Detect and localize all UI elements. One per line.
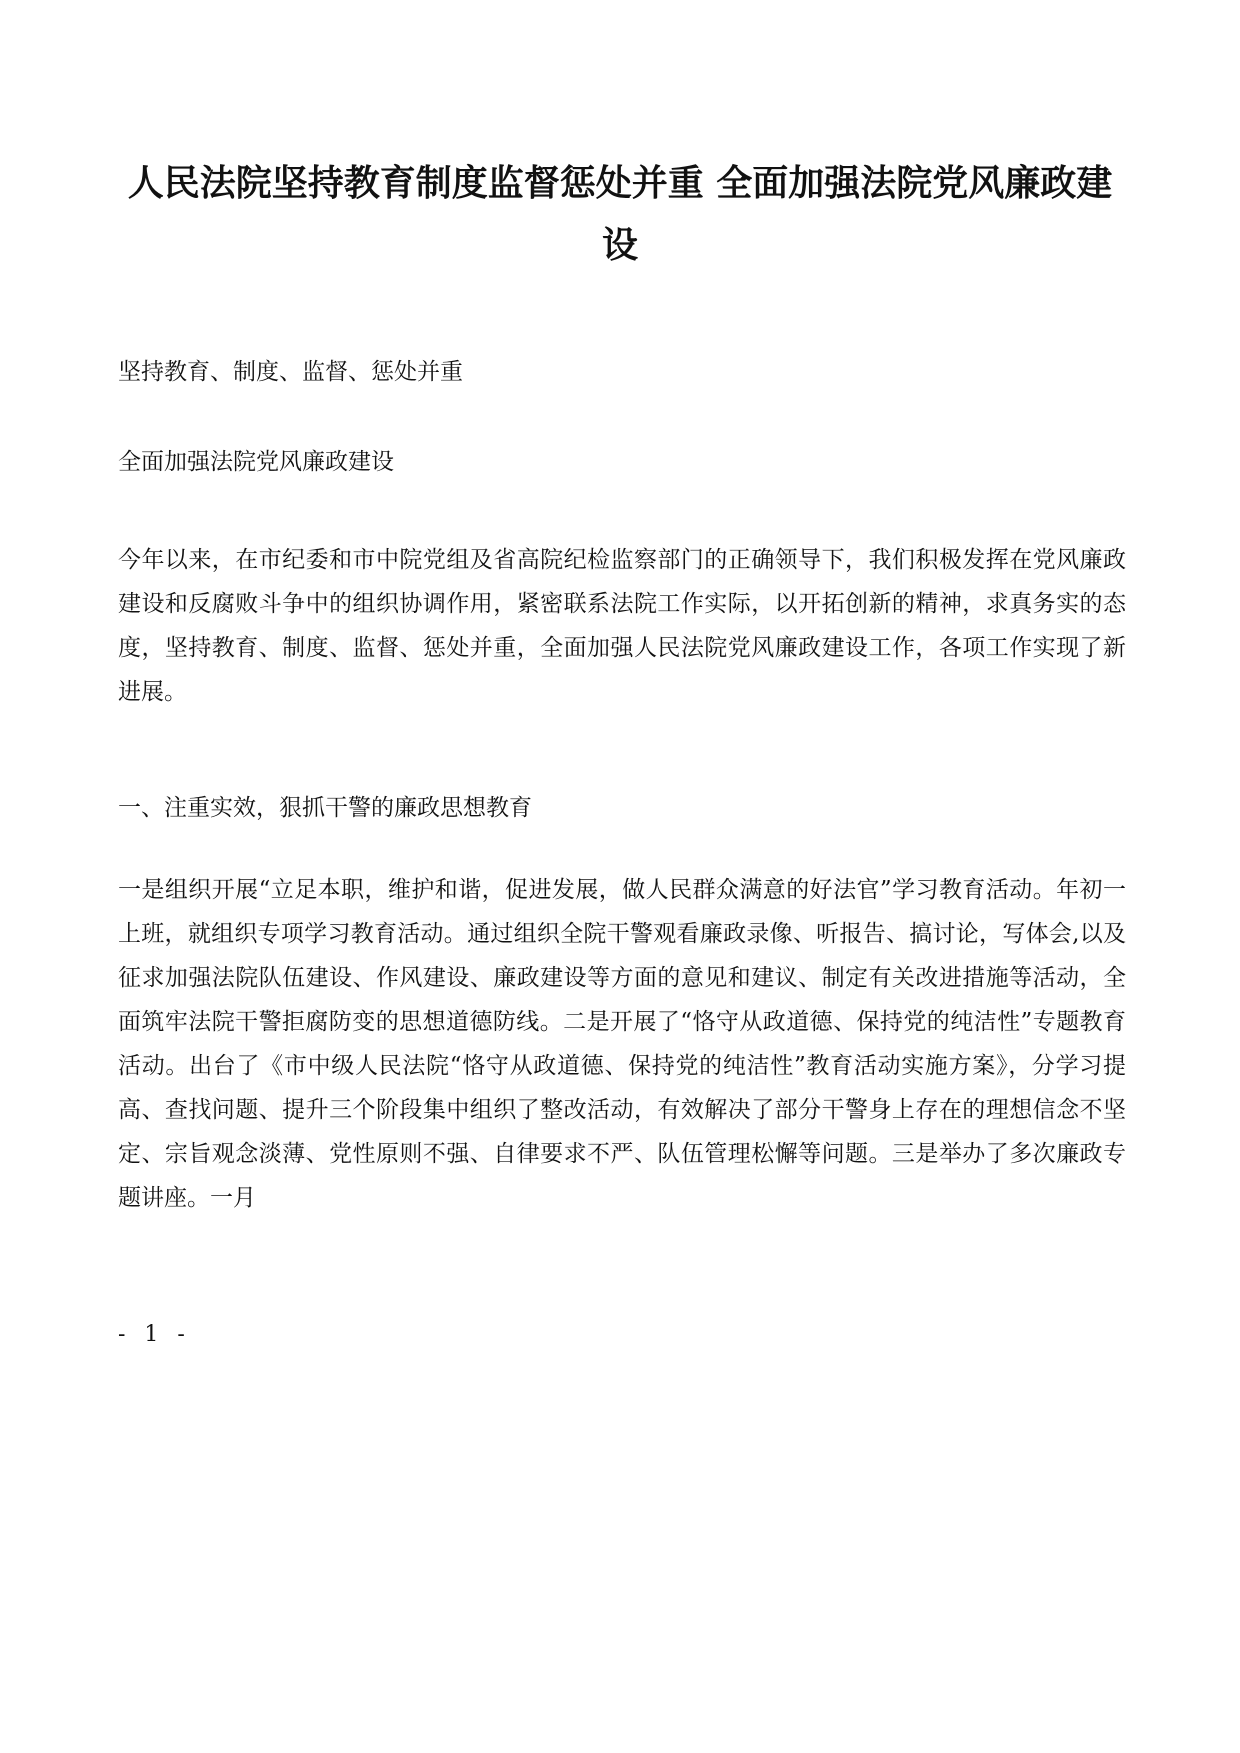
section-1-body: 一是组织开展“立足本职，维护和谐，促进发展，做人民群众满意的好法官”学习教育活动。年初一上班，就组织专项学习教育活动。通过组织全院干警观看廉政录像、听报告、搞讨论，写体会,以及征求加强法院队伍建设、作风建设、廉政建设等方面的意见和建议、制定有关改进措施等活动，全面筑牢法院干警拒腐防变的思想道德防线。二是开展了“恪守从政道德、保持党的纯洁性”专题教育活动。出台了《市中级人民法院“恪守从政道德、保持党的纯洁性”教育活动实施方案》，分学习提高、查找问题、提升三个阶段集中组织了整改活动，有效解决了部分干警身上存在的理想信念不坚定、宗旨观念淡薄、党性原则不强、自律要求不严、队伍管理松懈等问题。三是举办了多次廉政专题讲座。一月	[118, 877, 1126, 1211]
subtitle-line-1: 坚持教育、制度、监督、惩处并重	[118, 359, 463, 385]
document-title: 人民法院坚持教育制度监督惩处并重 全面加强法院党风廉政建设	[127, 162, 1113, 266]
subtitle-line-2: 全面加强法院党风廉政建设	[118, 449, 394, 475]
page-number: - 1 -	[118, 1322, 191, 1347]
section-1-heading: 一、注重实效，狠抓干警的廉政思想教育	[118, 795, 532, 821]
intro-paragraph: 今年以来，在市纪委和市中院党组及省高院纪检监察部门的正确领导下，我们积极发挥在党风廉政建设和反腐败斗争中的组织协调作用，紧密联系法院工作实际，以开拓创新的精神，求真务实的态度，坚持教育、制度、监督、惩处并重，全面加强人民法院党风廉政建设工作，各项工作实现了新进展。	[118, 547, 1126, 705]
